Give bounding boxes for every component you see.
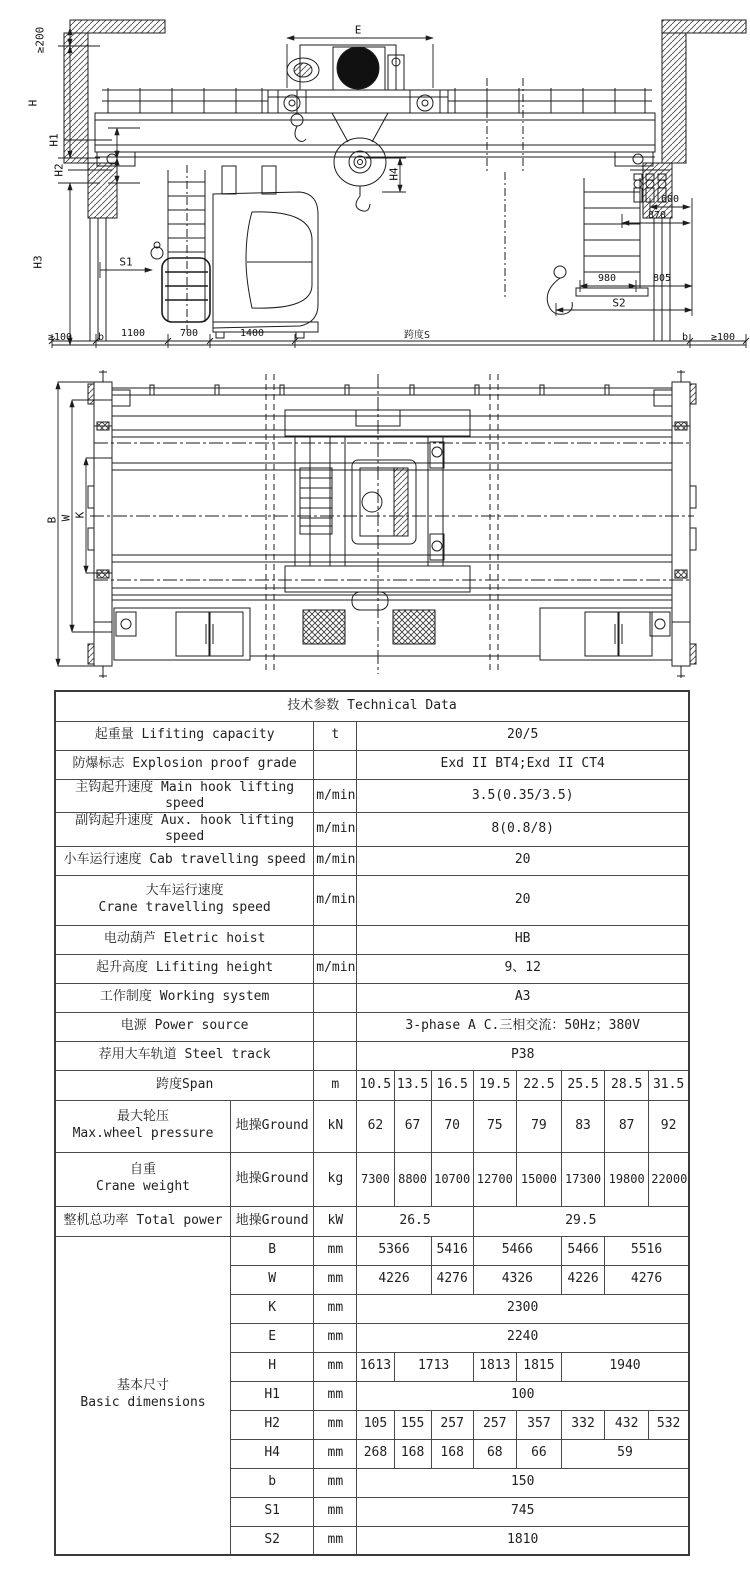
table-row-lifting-capacity: [55, 721, 689, 750]
table-row-steel-track: [55, 1041, 689, 1070]
span-value-cell: 25.5: [561, 1070, 604, 1100]
value-cell: 7300: [357, 1152, 394, 1206]
table-title: 技术参数 Technical Data: [55, 691, 689, 721]
dim-label-ge100-left: ≥100: [47, 332, 73, 343]
value-cell: 3.5(0.35/3.5): [357, 779, 689, 813]
unit-cell: m: [314, 1070, 357, 1100]
span-value-cell: 19.5: [473, 1070, 516, 1100]
row-label-cell: [55, 875, 314, 925]
value-cell: 17300: [561, 1152, 604, 1206]
table-row-power-source: [55, 1012, 689, 1041]
dim-label-e: E: [354, 23, 362, 37]
value-cell: P38: [357, 1041, 689, 1070]
dim-label-b-right: b: [681, 332, 689, 343]
unit-cell: mm: [314, 1381, 357, 1410]
dim-label-600: 600: [660, 194, 680, 205]
dim-name-cell: E: [231, 1323, 314, 1352]
unit-cell: mm: [314, 1265, 357, 1294]
value-cell: 20: [357, 846, 689, 875]
value-cell: 1713: [394, 1352, 473, 1381]
value-cell: 1940: [561, 1352, 689, 1381]
value-cell: 100: [357, 1381, 689, 1410]
value-cell: 4276: [605, 1265, 689, 1294]
value-cell: 432: [605, 1410, 649, 1439]
value-cell: 105: [357, 1410, 394, 1439]
dim-label-ge200: ≥200: [33, 26, 47, 54]
row-label-zh: 最大轮压: [117, 1109, 170, 1125]
table-row-main-hook-speed: [55, 779, 689, 813]
value-cell: 268: [357, 1439, 394, 1468]
row-label-cell: 电源 Power source: [55, 1012, 314, 1041]
dim-label-w-plan: W: [59, 514, 73, 522]
dims-group-zh: 基本尺寸: [117, 1378, 170, 1394]
main-hook: [356, 186, 370, 211]
unit-cell: t: [314, 721, 357, 750]
value-cell: 70: [431, 1100, 473, 1152]
dim-name-cell: W: [231, 1265, 314, 1294]
value-cell: 4276: [431, 1265, 473, 1294]
table-row-cab-travelling-speed: [55, 846, 689, 875]
value-cell: 4326: [473, 1265, 561, 1294]
value-cell: 1613: [357, 1352, 394, 1381]
value-cell: 62: [357, 1100, 394, 1152]
dim-name-cell: H2: [231, 1410, 314, 1439]
row-label-cell: 副钩起升速度 Aux. hook lifting speed: [55, 813, 314, 847]
unit-cell: mm: [314, 1410, 357, 1439]
value-cell: 257: [473, 1410, 516, 1439]
value-cell: 257: [431, 1410, 473, 1439]
unit-cell: kW: [314, 1206, 357, 1236]
value-cell: A3: [357, 983, 689, 1012]
dim-label-h4: H4: [387, 167, 401, 181]
value-cell: 5466: [561, 1236, 604, 1265]
hoist-trolley: [268, 45, 448, 211]
table-row-span: [55, 1070, 689, 1100]
plan-girder-bottom: [94, 555, 690, 595]
row-label-en: Max.wheel pressure: [72, 1126, 214, 1141]
unit-cell: mm: [314, 1352, 357, 1381]
unit-cell: mm: [314, 1236, 357, 1265]
value-cell: 20/5: [357, 721, 689, 750]
span-value-cell: 16.5: [431, 1070, 473, 1100]
dim-label-700: 700: [179, 328, 199, 339]
mode-cell: 地操Ground: [231, 1152, 314, 1206]
door-panel: [210, 612, 243, 656]
span-value-cell: 22.5: [516, 1070, 561, 1100]
table-row-lifting-height: [55, 954, 689, 983]
value-cell: 5466: [473, 1236, 561, 1265]
dim-name-cell: S1: [231, 1497, 314, 1526]
vent-grille: [393, 610, 435, 644]
spare-hook: [547, 266, 572, 314]
value-cell: 150: [357, 1468, 689, 1497]
row-label-cell: 电动葫芦 Eletric hoist: [55, 925, 314, 954]
dim-label-ge100-right: ≥100: [710, 332, 736, 343]
value-cell: 357: [516, 1410, 561, 1439]
value-cell: 5366: [357, 1236, 431, 1265]
value-cell: 83: [561, 1100, 604, 1152]
door-panel: [619, 612, 652, 656]
row-label-zh: 大车运行速度: [145, 883, 224, 899]
dim-name-cell: H: [231, 1352, 314, 1381]
dim-name-cell: b: [231, 1468, 314, 1497]
value-cell: 4226: [357, 1265, 431, 1294]
value-cell: 3-phase A C.三相交流：50Hz；380V: [357, 1012, 689, 1041]
table-row-electric-hoist: [55, 925, 689, 954]
dim-name-cell: H4: [231, 1439, 314, 1468]
value-cell: 79: [516, 1100, 561, 1152]
value-cell: 1810: [357, 1526, 689, 1555]
dim-label-b-left: b: [97, 332, 105, 343]
dim-label-h3: H3: [31, 255, 45, 269]
table-row-aux-hook-speed: [55, 813, 689, 847]
vent-grille: [303, 610, 345, 644]
span-value-cell: 13.5: [394, 1070, 431, 1100]
span-value-cell: 10.5: [357, 1070, 394, 1100]
value-cell: 168: [394, 1439, 431, 1468]
dim-label-k-plan: K: [73, 511, 87, 519]
dim-label-s1: S1: [119, 255, 133, 269]
operator-cab: [213, 166, 318, 338]
mode-cell: 地操Ground: [231, 1100, 314, 1152]
plan-drawing: [0, 368, 750, 680]
unit-cell: mm: [314, 1526, 357, 1555]
door-panel: [176, 612, 209, 656]
dims-group-en: Basic dimensions: [80, 1395, 206, 1411]
dim-name-cell: K: [231, 1294, 314, 1323]
table-row-explosion-grade: [55, 750, 689, 779]
table-row-dim-B: [55, 1236, 689, 1265]
row-label-cell: 工作制度 Working system: [55, 983, 314, 1012]
unit-cell: [314, 925, 357, 954]
dim-name-cell: H1: [231, 1381, 314, 1410]
table-row-total-power: [55, 1206, 689, 1236]
unit-cell: mm: [314, 1439, 357, 1468]
unit-cell: [314, 750, 357, 779]
value-cell: Exd II BT4;Exd II CT4: [357, 750, 689, 779]
row-label-en: Crane travelling speed: [98, 900, 271, 915]
dim-label-span-s: 跨度S: [403, 330, 431, 341]
value-cell: 12700: [473, 1152, 516, 1206]
dims-group-cell: [55, 1236, 231, 1555]
table-row-crane-travelling-speed: [55, 875, 689, 925]
row-label-cell: 荐用大车轨道 Steel track: [55, 1041, 314, 1070]
value-cell: 59: [561, 1439, 689, 1468]
unit-cell: m/min: [314, 779, 357, 813]
value-cell: 92: [649, 1100, 689, 1152]
value-cell: 8(0.8/8): [357, 813, 689, 847]
dim-name-cell: S2: [231, 1526, 314, 1555]
mode-cell: 地操Ground: [231, 1206, 314, 1236]
bridge-girder: [95, 78, 655, 300]
value-cell: 1815: [516, 1352, 561, 1381]
row-label-cell: [55, 1152, 231, 1206]
dim-label-870: 870: [647, 210, 667, 221]
value-cell: 5416: [431, 1236, 473, 1265]
value-cell: 67: [394, 1100, 431, 1152]
dim-label-h1: H1: [47, 133, 61, 147]
aux-hook: [295, 126, 306, 142]
unit-cell: kg: [314, 1152, 357, 1206]
value-cell: 29.5: [473, 1206, 689, 1236]
girder-railing: [102, 88, 652, 113]
value-cell: 5516: [605, 1236, 689, 1265]
value-cell: 4226: [561, 1265, 604, 1294]
span-value-cell: 31.5: [649, 1070, 689, 1100]
plan-walkway-bottom: [112, 600, 672, 660]
value-cell: 168: [431, 1439, 473, 1468]
value-cell: 87: [605, 1100, 649, 1152]
dim-label-1400: 1400: [239, 328, 265, 339]
cab-ladder: [151, 165, 210, 330]
unit-cell: m/min: [314, 846, 357, 875]
door-panel: [585, 612, 618, 656]
dim-label-h2: H2: [52, 163, 66, 177]
unit-cell: m/min: [314, 875, 357, 925]
plan-svg: [0, 368, 750, 680]
row-label-cell: 主钩起升速度 Main hook lifting speed: [55, 779, 314, 813]
value-cell: 9、12: [357, 954, 689, 983]
dim-name-cell: B: [231, 1236, 314, 1265]
technical-data-table: [54, 690, 690, 1556]
unit-cell: mm: [314, 1294, 357, 1323]
value-cell: 15000: [516, 1152, 561, 1206]
dim-label-s2: S2: [612, 296, 626, 310]
row-label-cell: 防爆标志 Explosion proof grade: [55, 750, 314, 779]
value-cell: HB: [357, 925, 689, 954]
row-label-en: Crane weight: [96, 1179, 190, 1194]
elevation-drawing: [0, 0, 750, 368]
dim-label-1100: 1100: [120, 328, 146, 339]
value-cell: 68: [473, 1439, 516, 1468]
row-label-cell: 小车运行速度 Cab travelling speed: [55, 846, 314, 875]
dim-label-b-plan: B: [45, 516, 59, 524]
value-cell: 745: [357, 1497, 689, 1526]
span-value-cell: 28.5: [605, 1070, 649, 1100]
value-cell: 10700: [431, 1152, 473, 1206]
table-row-working-system: [55, 983, 689, 1012]
unit-cell: mm: [314, 1323, 357, 1352]
elevation-svg: [0, 0, 750, 368]
unit-cell: m/min: [314, 813, 357, 847]
value-cell: 22000: [649, 1152, 689, 1206]
table-row-wheel-pressure: [55, 1100, 689, 1152]
dim-label-h: H: [26, 99, 40, 107]
plan-walkway-top: [112, 385, 672, 416]
row-label-cell: 起重量 Lifiting capacity: [55, 721, 314, 750]
unit-cell: mm: [314, 1468, 357, 1497]
row-label-cell: 整机总功率 Total power: [55, 1206, 231, 1236]
value-cell: 19800: [605, 1152, 649, 1206]
value-cell: 66: [516, 1439, 561, 1468]
row-label-zh: 自重: [130, 1162, 157, 1178]
table-row-crane-weight: [55, 1152, 689, 1206]
value-cell: 75: [473, 1100, 516, 1152]
unit-cell: mm: [314, 1497, 357, 1526]
unit-cell: [314, 1041, 357, 1070]
unit-cell: m/min: [314, 954, 357, 983]
dim-label-805: 805: [652, 273, 672, 284]
value-cell: 2300: [357, 1294, 689, 1323]
value-cell: 332: [561, 1410, 604, 1439]
value-cell: 1813: [473, 1352, 516, 1381]
unit-cell: [314, 983, 357, 1012]
row-label-cell: 跨度Span: [55, 1070, 314, 1100]
value-cell: 8800: [394, 1152, 431, 1206]
row-label-cell: [55, 1100, 231, 1152]
value-cell: 26.5: [357, 1206, 473, 1236]
table-title-row: [55, 691, 689, 721]
value-cell: 20: [357, 875, 689, 925]
row-label-cell: 起升高度 Lifiting height: [55, 954, 314, 983]
unit-cell: kN: [314, 1100, 357, 1152]
value-cell: 2240: [357, 1323, 689, 1352]
value-cell: 532: [649, 1410, 689, 1439]
building-wall-left: [64, 20, 165, 341]
value-cell: 155: [394, 1410, 431, 1439]
unit-cell: [314, 1012, 357, 1041]
dim-label-980: 980: [597, 273, 617, 284]
